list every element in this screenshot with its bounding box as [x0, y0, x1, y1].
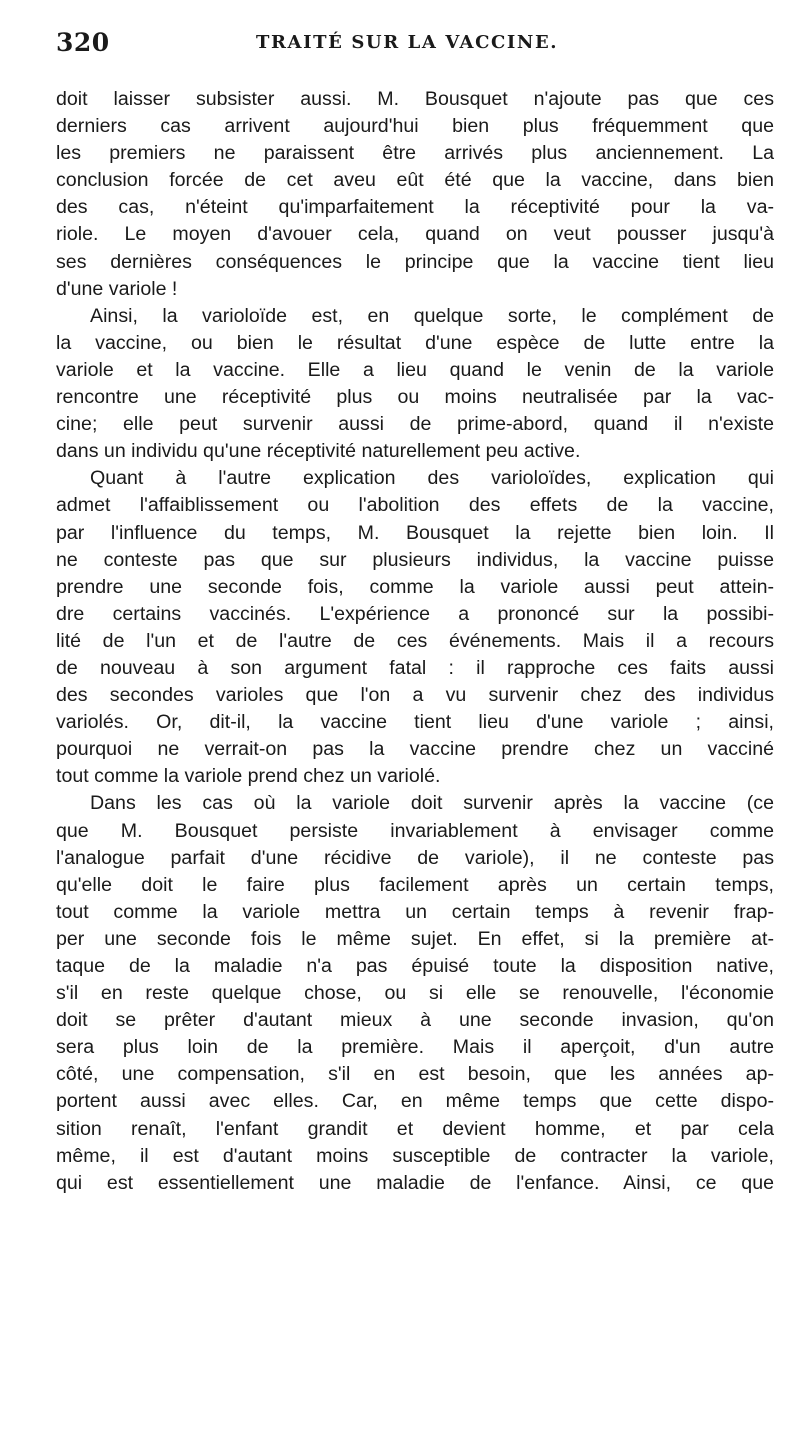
text-line: ses dernières conséquences le principe que la vaccine tient lieu — [56, 250, 774, 273]
text-line: conclusion forcée de cet aveu eût été que la vaccine, dans bien — [56, 169, 774, 192]
text-line: de nouveau à son argument fatal : il rapproche ces faits aussi — [56, 656, 774, 679]
text-line: taque de la maladie n'a pas épuisé toute la disposition native, — [56, 955, 774, 977]
paragraph — [56, 303, 774, 466]
page-number: 320 — [56, 28, 110, 57]
text-line: que M. Bousquet persiste invariablement à envisager comme — [56, 819, 774, 842]
text-line: doit se prêter d'autant mieux à une seconde invasion, qu'on — [56, 1009, 774, 1032]
text-line: admet l'affaiblissement ou l'abolition des effets de la vaccine, — [56, 494, 774, 517]
text-line: l'analogue parfait d'une récidive de variole), il ne conteste pas — [56, 846, 774, 869]
paragraph — [56, 790, 774, 1196]
text-line: des cas, n'éteint qu'imparfaitement la réceptivité pour la va- — [56, 196, 774, 219]
text-line: cine; elle peut survenir aussi de prime-abord, quand il n'existe — [56, 413, 774, 436]
text-line: variole et la vaccine. Elle a lieu quand le venin de la variole — [56, 358, 774, 381]
body-text — [56, 86, 774, 1197]
text-line: tout comme la variole prend chez un variolé. — [56, 765, 441, 788]
text-line: les premiers ne paraissent être arrivés plus anciennement. La — [56, 142, 774, 165]
text-line: s'il en reste quelque chose, ou si elle se renouvelle, l'économie — [56, 982, 774, 1005]
text-line: prendre une seconde fois, comme la variole aussi peut attein- — [56, 575, 774, 598]
running-title: TRAITÉ SUR LA VACCINE. — [256, 32, 559, 53]
text-line: sition renaît, l'enfant grandit et devient homme, et par cela — [56, 1117, 774, 1140]
paragraph — [56, 465, 774, 790]
text-line: riole. Le moyen d'avouer cela, quand on veut pousser jusqu'à — [56, 223, 774, 246]
text-line: ne conteste pas que sur plusieurs individus, la vaccine puisse — [56, 548, 774, 571]
text-line: derniers cas arrivent aujourd'hui bien plus fréquemment que — [56, 115, 774, 138]
book-page — [56, 28, 774, 1197]
text-line: Quant à l'autre explication des varioloïdes, explication qui — [90, 467, 774, 490]
text-line: lité de l'un et de l'autre de ces événements. Mais il a recours — [56, 629, 774, 652]
text-line: rencontre une réceptivité plus ou moins neutralisée par la vac- — [56, 386, 774, 409]
text-line: tout comme la variole mettra un certain temps à revenir frap- — [56, 900, 774, 923]
text-line: la vaccine, ou bien le résultat d'une espèce de lutte entre la — [56, 331, 774, 354]
text-line: Ainsi, la varioloïde est, en quelque sorte, le complément de — [90, 304, 774, 327]
text-line: par l'influence du temps, M. Bousquet la rejette bien loin. Il — [56, 521, 774, 544]
text-line: portent aussi avec elles. Car, en même temps que cette dispo- — [56, 1090, 774, 1113]
text-line: qu'elle doit le faire plus facilement après un certain temps, — [56, 873, 774, 896]
text-line: pourquoi ne verrait-on pas la vaccine prendre chez un vacciné — [56, 738, 774, 761]
text-line: même, il est d'autant moins susceptible de contracter la variole, — [56, 1144, 774, 1167]
text-line: d'une variole ! — [56, 277, 178, 300]
text-line: des secondes varioles que l'on a vu survenir chez des individus — [56, 684, 774, 707]
paragraph — [56, 86, 774, 303]
text-line: doit laisser subsister aussi. M. Bousquet n'ajoute pas que ces — [56, 88, 774, 110]
text-line: dans un individu qu'une réceptivité naturellement peu active. — [56, 440, 581, 463]
page-header — [56, 28, 774, 68]
text-line: qui est essentiellement une maladie de l'enfance. Ainsi, ce que — [56, 1171, 774, 1194]
text-line: Dans les cas où la variole doit survenir après la vaccine (ce — [90, 792, 774, 815]
text-line: variolés. Or, dit-il, la vaccine tient lieu d'une variole ; ainsi, — [56, 711, 774, 734]
text-line: dre certains vaccinés. L'expérience a prononcé sur la possibi- — [56, 602, 774, 625]
text-line: côté, une compensation, s'il en est besoin, que les années ap- — [56, 1063, 774, 1086]
text-line: per une seconde fois le même sujet. En effet, si la première at- — [56, 927, 774, 950]
text-line: sera plus loin de la première. Mais il aperçoit, d'un autre — [56, 1036, 774, 1059]
